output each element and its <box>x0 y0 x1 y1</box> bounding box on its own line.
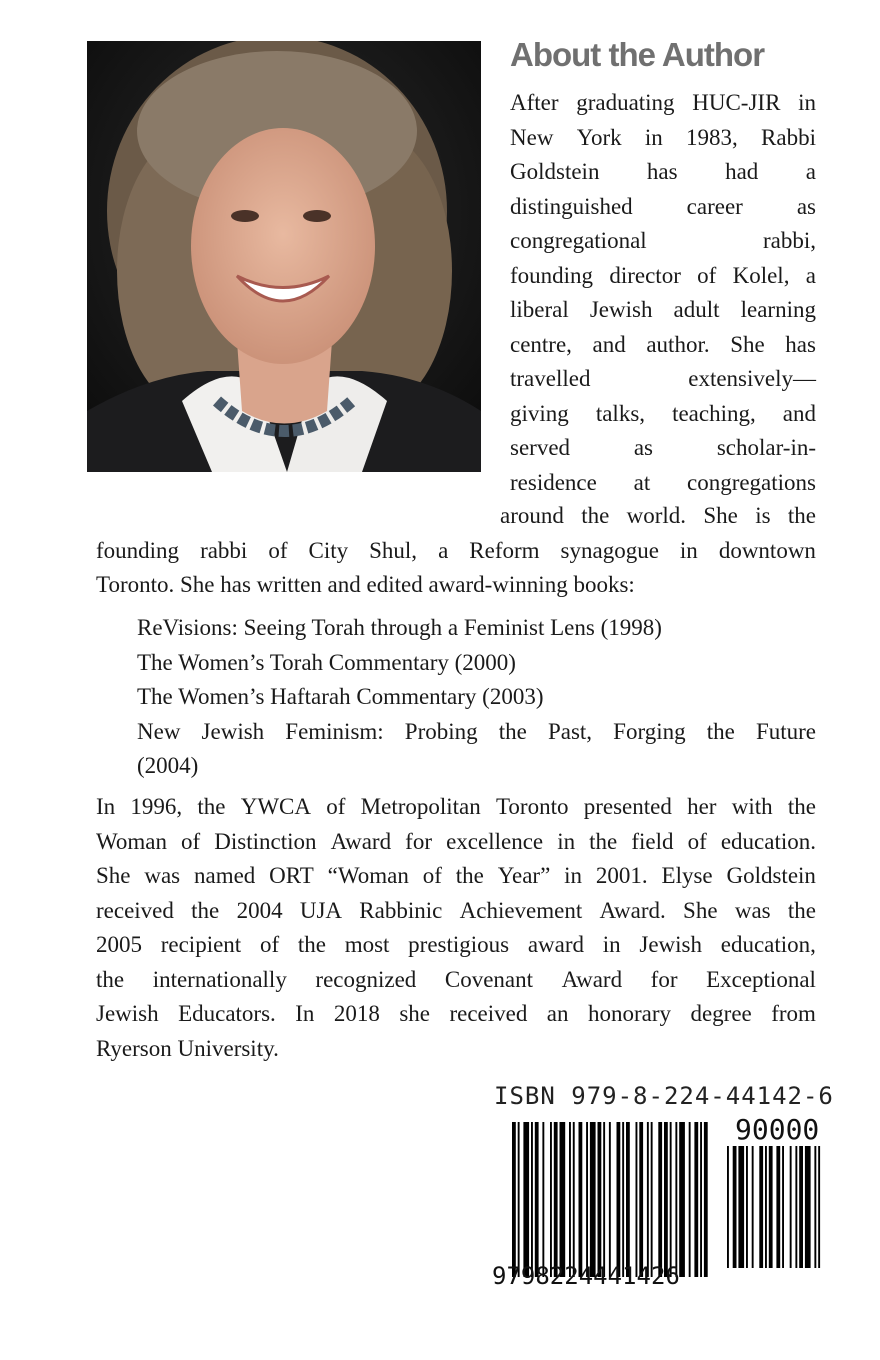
awards-line: Woman of Distinction Award for excellence in the field of education. <box>96 828 816 854</box>
barcode-bar <box>639 1122 643 1277</box>
barcode-bar <box>535 1122 539 1277</box>
barcode-bar <box>554 1122 558 1277</box>
barcode-addon-digits: 90000 <box>735 1113 820 1146</box>
awards-line-last: Ryerson University. <box>96 1035 279 1061</box>
barcode-bar <box>647 1122 649 1277</box>
barcode-addon-bar <box>738 1146 744 1268</box>
bio-line: residence at congregations <box>510 469 816 495</box>
barcode-addon-bar <box>818 1146 820 1268</box>
bio-line: around the world. She is the <box>500 503 816 528</box>
barcode-bar <box>622 1122 624 1277</box>
barcode-addon-bar <box>790 1146 792 1268</box>
bio-line: New York in 1983, Rabbi <box>510 124 816 150</box>
barcode-bar <box>523 1122 529 1277</box>
barcode-bar <box>542 1122 544 1277</box>
bio-line: founding director of Kolel, a <box>510 262 816 288</box>
bio-line: congregational rabbi, <box>510 228 816 253</box>
barcode-bar <box>609 1122 611 1277</box>
awards-line: 2005 recipient of the most prestigious award in Jewish education, <box>96 932 816 957</box>
barcode-bar <box>531 1122 533 1277</box>
awards-line: received the 2004 UJA Rabbinic Achievement Award. She was the <box>96 897 816 923</box>
barcode-addon-bar <box>795 1146 797 1268</box>
bio-line: distinguished career as <box>510 193 816 219</box>
bio-line: giving talks, teaching, and <box>510 400 816 426</box>
barcode-bar <box>651 1122 653 1277</box>
barcode-addon-bar <box>776 1146 780 1268</box>
isbn-number: ISBN 979-8-224-44142-6 <box>494 1082 834 1110</box>
barcode-addon-bar <box>769 1146 773 1268</box>
barcode-bar <box>626 1122 630 1277</box>
book-list-item: New Jewish Feminism: Probing the Past, Forging the Future <box>137 718 816 744</box>
awards-paragraph <box>96 790 816 1066</box>
barcode-addon-bar <box>727 1146 729 1268</box>
barcode-bar <box>586 1122 588 1277</box>
barcode-digits: 9798224441426 <box>492 1262 680 1290</box>
barcode-bar <box>704 1122 708 1277</box>
barcode-bar <box>689 1122 691 1277</box>
bio-line: centre, and author. She has <box>510 331 816 357</box>
barcode-bar <box>617 1122 621 1277</box>
barcode-bar <box>700 1122 702 1277</box>
barcode-addon-bar <box>733 1146 737 1268</box>
book-list-item: The Women’s Haftarah Commentary (2003) <box>137 684 544 709</box>
barcode-addon-bar <box>782 1146 784 1268</box>
bio-wrapped-text <box>510 86 816 500</box>
barcode-bar <box>518 1122 520 1277</box>
barcode-bar <box>569 1122 571 1277</box>
barcode-addon-bar <box>799 1146 803 1268</box>
barcode-bar <box>512 1122 516 1277</box>
awards-line: She was named ORT “Woman of the Year” in 2001. Elyse Goldstein <box>96 863 816 888</box>
bio-line: Goldstein has had a <box>510 159 816 184</box>
book-list-item: ReVisions: Seeing Torah through a Feminist Lens (1998) <box>137 615 662 640</box>
barcode-bar <box>550 1122 552 1277</box>
book-list-item: (2004) <box>137 753 199 778</box>
barcode-bar <box>560 1122 566 1277</box>
awards-line: Jewish Educators. In 2018 she received an honorary degree from <box>96 1001 816 1026</box>
barcode-bar <box>603 1122 605 1277</box>
book-list-item: The Women’s Torah Commentary (2000) <box>137 649 516 675</box>
barcode-bar <box>664 1122 668 1277</box>
book-list <box>137 611 816 784</box>
barcode-bar <box>694 1122 698 1277</box>
bio-continued-text <box>96 499 816 603</box>
barcode-addon-bar <box>752 1146 754 1268</box>
section-heading: About the Author <box>510 36 765 73</box>
barcode-addon-bar <box>746 1146 748 1268</box>
barcode-bar <box>658 1122 662 1277</box>
bio-line: After graduating HUC-JIR in <box>510 90 816 115</box>
barcode-bar <box>579 1122 583 1277</box>
bio-line: liberal Jewish adult learning <box>510 297 816 322</box>
author-photo <box>87 41 481 472</box>
barcode-bar <box>573 1122 575 1277</box>
barcode-bar <box>598 1122 602 1277</box>
bio-line-last: Toronto. She has written and edited award-winning books: <box>96 572 635 597</box>
barcode-bar <box>636 1122 638 1277</box>
barcode-bar <box>675 1122 677 1277</box>
barcode-bar <box>679 1122 685 1277</box>
awards-line: the internationally recognized Covenant Award for Exceptional <box>96 966 816 992</box>
barcode-addon-bar <box>765 1146 767 1268</box>
barcode-addon-bar <box>814 1146 816 1268</box>
barcode-addon-bar <box>759 1146 763 1268</box>
awards-line: In 1996, the YWCA of Metropolitan Toronto presented her with the <box>96 794 816 819</box>
bio-line: served as scholar-in- <box>510 435 816 460</box>
bio-line: founding rabbi of City Shul, a Reform synagogue in downtown <box>96 537 816 563</box>
barcode-addon-bar <box>805 1146 811 1268</box>
bio-line: travelled extensively— <box>510 366 816 391</box>
barcode-bar <box>670 1122 672 1277</box>
barcode-bar <box>590 1122 596 1277</box>
